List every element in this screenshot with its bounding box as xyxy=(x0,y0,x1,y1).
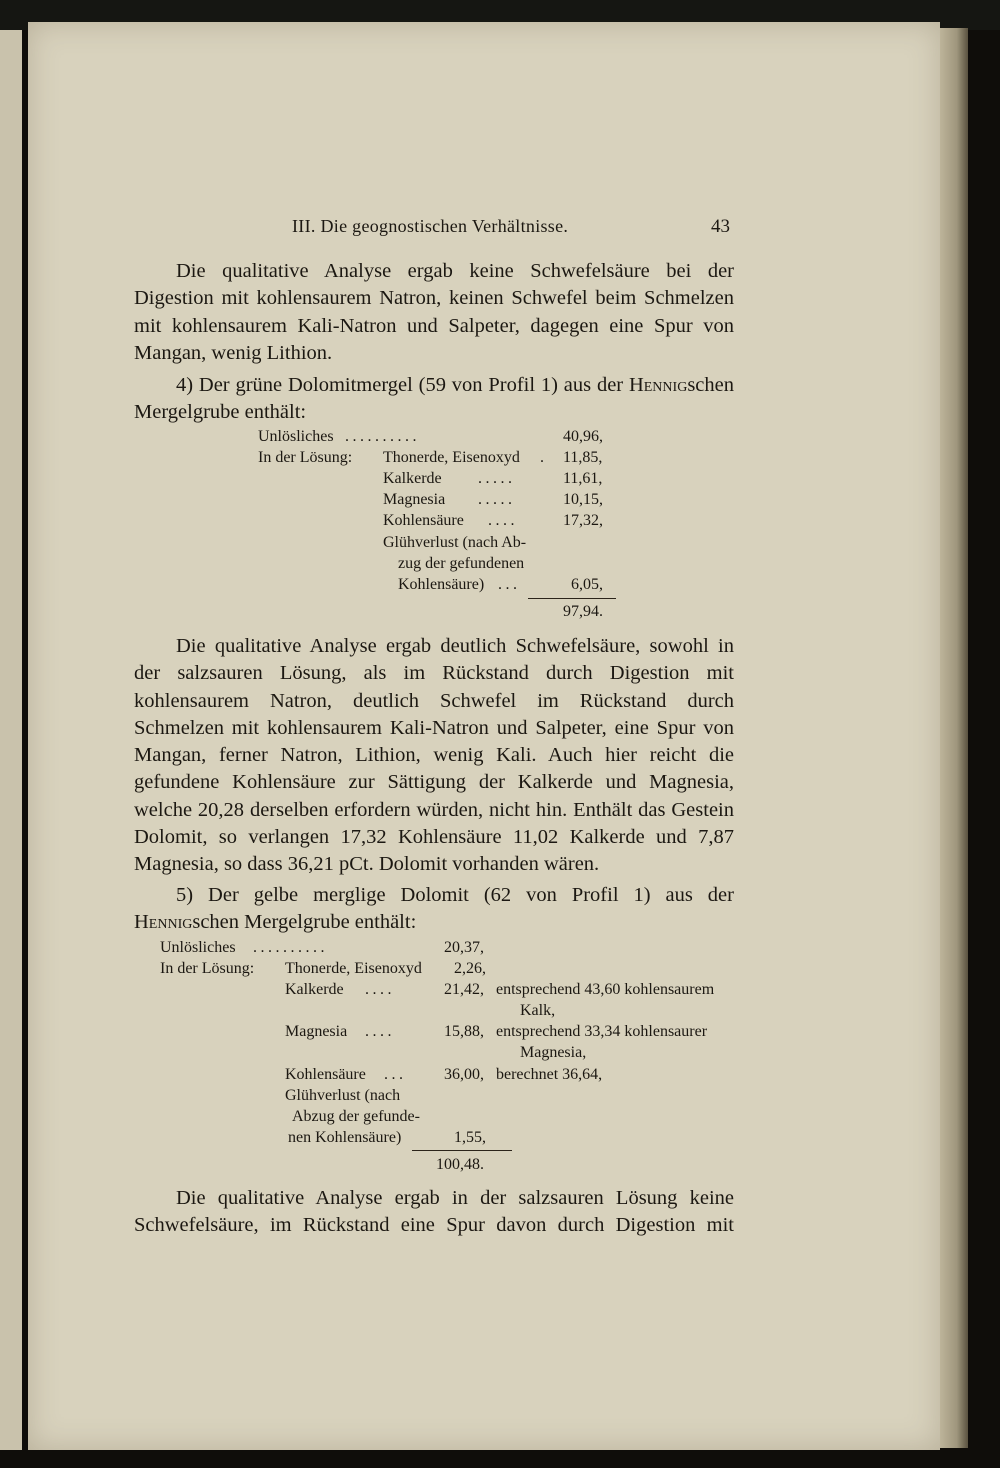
paragraph-3: Die qualitative Analyse ergab deutlich Schwefelsäure, sowohl in der salzsauren Lösung, als im Rückstand durch Digestion mit kohlensaurem Natron, deutlich Schwefel im Rückstand durch Schmelzen mit kohlensaurem Kali-Natron und Salpeter, eine Spur von Mangan, ferner Natron, Lithion, wenig Kali. Auch hier reicht die gefundene Kohlensäure zur Sättigung der Kalkerde und Magnesia, welche 20,28 derselben erfordern würden, nicht hin. Enthält das Gestein Dolomit, so verlangen 17,32 Kohlensäure 11,02 Kalkerde und 7,87 Magnesia, so dass 36,21 pCt. Dolomit vorhanden wären. xyxy=(134,635,734,876)
table1-gluehverlust-line-1: Glühverlust (nach Ab- xyxy=(383,534,527,551)
paragraph-1: Die qualitative Analyse ergab keine Schwefelsäure bei der Digestion mit kohlensaurem Natron, keinen Schwefel beim Schmelzen mit kohlensaurem Kali-Natron und Salpeter, dagegen eine Spur von Mangan, wenig Lithion. xyxy=(134,260,734,364)
table2-magnesia-label: Magnesia xyxy=(285,1023,348,1040)
table2-sum-rule xyxy=(412,1150,512,1151)
page-number: 43 xyxy=(711,216,730,237)
table1-row-thonerde-label: Thonerde, Eisenoxyd xyxy=(383,449,520,466)
table1-row-kohlensaeure-label: Kohlensäure xyxy=(383,512,464,529)
table1-row-magnesia-label: Magnesia xyxy=(383,491,446,508)
paragraph-5: Die qualitative Analyse ergab in der salzsauren Lösung keine Schwefelsäure, im Rückstand eine Spur davon durch Digestion mit xyxy=(134,1187,734,1237)
table1-row-kalkerde-label: Kalkerde xyxy=(383,470,442,487)
paragraph-2-text-before: 4) Der grüne Dolomitmergel (59 von Profil 1) aus der xyxy=(176,374,629,396)
table2-magnesia-note-line-2: Magnesia, xyxy=(520,1044,587,1061)
table2-gluehverlust-line-1: Glühverlust (nach xyxy=(285,1087,401,1104)
paragraph-4-text-after: schen Mergelgrube enthält: xyxy=(192,911,417,934)
table2-magnesia-note-line-1: entsprechend 33,34 kohlensaurer xyxy=(496,1023,708,1040)
table2-magnesia-value: 15,88, xyxy=(444,1023,484,1040)
table2-kohlensaeure-value: 36,00, xyxy=(444,1066,484,1083)
table1-row-thonerde-dots: . xyxy=(540,449,544,466)
table1-total: 97,94. xyxy=(563,603,603,620)
table2-gluehverlust-value: 1,55, xyxy=(454,1129,486,1146)
table1-row-kalkerde-dots: ..... xyxy=(478,470,516,487)
table2-kohlensaeure-dots: ... xyxy=(384,1066,407,1083)
running-head: III. Die geognostischen Verhältnisse. xyxy=(292,216,569,236)
table1-gluehverlust-line-2: zug der gefundenen xyxy=(398,555,525,572)
table1-row-kalkerde-value: 11,61, xyxy=(563,470,603,487)
table1-gluehverlust-dots: ... xyxy=(498,576,521,593)
table2-kalkerde-value: 21,42, xyxy=(444,981,484,998)
table2-kalkerde-note-line-1: entsprechend 43,60 kohlensaurem xyxy=(496,981,715,998)
table2-gluehverlust-line-2: Abzug der gefunde- xyxy=(292,1108,420,1125)
table2-kalkerde-note-line-2: Kalk, xyxy=(520,1002,556,1019)
paragraph-2-name: Hennig xyxy=(628,374,688,396)
table2-kalkerde-label: Kalkerde xyxy=(285,981,344,998)
table2-thonerde-value: 2,26, xyxy=(454,960,486,977)
table1-in-der-loesung: In der Lösung: xyxy=(258,449,353,466)
table1-row-kohlensaeure-dots: .... xyxy=(488,512,518,529)
table1-row-thonerde-value: 11,85, xyxy=(563,449,603,466)
table2-kohlensaeure-label: Kohlensäure xyxy=(285,1066,366,1083)
table1-unloesliches-dots: .......... xyxy=(345,428,420,445)
paragraph-5-block xyxy=(134,1185,734,1240)
table1-row-magnesia-value: 10,15, xyxy=(563,491,603,508)
table2-kalkerde-dots: .... xyxy=(365,981,395,998)
paragraph-2-text-after: schen Mergelgrube enthält: xyxy=(134,374,734,424)
table2-unloesliches-value: 20,37, xyxy=(444,939,484,956)
table2-unloesliches-dots: .......... xyxy=(253,939,328,956)
table2-unloesliches-label: Unlösliches xyxy=(160,939,236,956)
table2-magnesia-dots: .... xyxy=(365,1023,395,1040)
table1-unloesliches-value: 40,96, xyxy=(563,428,603,445)
table2-total: 100,48. xyxy=(436,1156,484,1173)
paragraph-4-text-before: 5) Der gelbe merglige Dolomit (62 von Profil 1) aus der xyxy=(176,884,734,906)
table1-row-magnesia-dots: ..... xyxy=(478,491,516,508)
paragraph-4-name: Hennig xyxy=(134,911,193,934)
table1-unloesliches-label: Unlösliches xyxy=(258,428,334,445)
table2-gluehverlust-line-3: nen Kohlensäure) xyxy=(288,1129,402,1146)
table1-gluehverlust-value: 6,05, xyxy=(571,576,603,593)
table1-row-kohlensaeure-value: 17,32, xyxy=(563,512,603,529)
table2-thonerde-label: Thonerde, Eisenoxyd xyxy=(285,960,422,977)
table2-kohlensaeure-note: berechnet 36,64, xyxy=(496,1066,603,1083)
table2-in-der-loesung: In der Lösung: xyxy=(160,960,255,977)
table1-gluehverlust-line-3: Kohlensäure) xyxy=(398,576,485,593)
